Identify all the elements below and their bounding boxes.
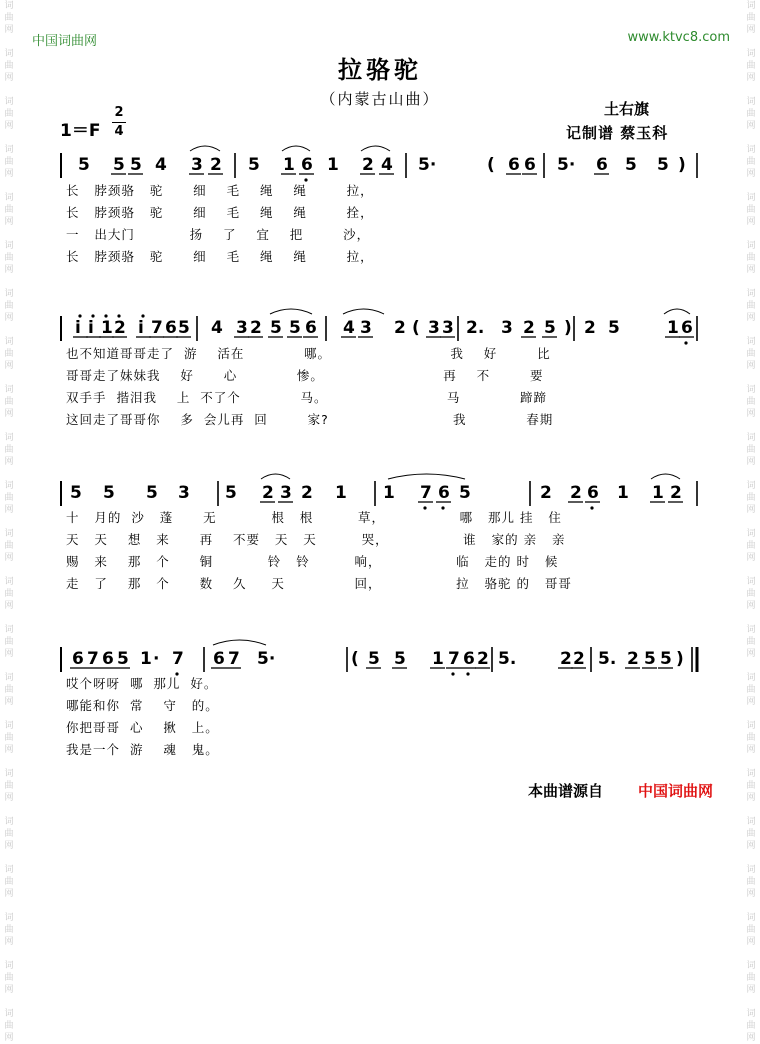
song-subtitle: （内蒙古山曲） (320, 90, 440, 108)
score-note: 5 (289, 318, 301, 338)
score-note: 7 (87, 649, 99, 669)
score-note: 6 (508, 155, 520, 175)
low-octave-dot (451, 672, 454, 675)
score-note: 3 (178, 483, 190, 503)
site-name-left[interactable]: 中国词曲网 (32, 34, 98, 49)
time-signature-bottom: 4 (114, 124, 124, 139)
score-note: 2 (670, 483, 682, 503)
score-note: 5 (660, 649, 672, 669)
slur-arc (651, 474, 680, 479)
high-octave-dot (117, 314, 120, 317)
lyric-line: 我是一个 游 魂 鬼。 (66, 742, 219, 757)
score-note: 2. (466, 318, 485, 338)
score-note: 1 (327, 155, 339, 175)
slur-arc (261, 474, 290, 479)
score-note: 2 (573, 649, 585, 669)
lyric-line: 也不知道哥哥走了 游 活在 哪。 我 好 比 (66, 346, 551, 361)
score-note: i (88, 318, 94, 338)
lyric-line: 十 月的 沙 蓬 无 根 根 草， 哪 那儿 挂 住 (66, 510, 562, 525)
score-note: 7 (151, 318, 163, 338)
score-note: 1 (432, 649, 444, 669)
high-octave-dot (78, 314, 81, 317)
lyric-line: 你把哥哥 心 揪 上。 (66, 720, 219, 735)
score-note: 6 (438, 483, 450, 503)
score-note: 5 (103, 483, 115, 503)
score-note: 6 (587, 483, 599, 503)
score-note: 5· (418, 155, 437, 175)
score-note: ( (412, 318, 420, 338)
score-note: 6 (102, 649, 114, 669)
score-note: 5 (644, 649, 656, 669)
slur-arc (343, 309, 384, 314)
score-note: 2 (210, 155, 222, 175)
score-note: 5 (225, 483, 237, 503)
score-note: 5 (394, 649, 406, 669)
score-note: 7 (420, 483, 432, 503)
score-note: 6 (524, 155, 536, 175)
score-note: 3 (428, 318, 440, 338)
low-octave-dot (684, 341, 687, 344)
score-note: 1 (652, 483, 664, 503)
score-note: 2 (114, 318, 126, 338)
score-note: 6 (596, 155, 608, 175)
score-note: 5 (248, 155, 260, 175)
song-credit: 记制谱 蔡玉科 (566, 124, 669, 142)
score-note: 2 (540, 483, 552, 503)
score-note: 5 (113, 155, 125, 175)
slur-arc (664, 309, 690, 314)
score-note: 5. (498, 649, 517, 669)
score-note: ( (487, 155, 495, 175)
score-note: ) (564, 318, 572, 338)
score-note: 2 (523, 318, 535, 338)
score-note: 2 (627, 649, 639, 669)
lyric-line: 哥哥走了妹妹我 好 心 惨。 再 不 要 (66, 368, 544, 383)
song-origin-place: 土右旗 (604, 100, 650, 118)
lyric-line: 长 脖颈骆 驼 细 毛 绳 绳 拉， (66, 183, 374, 198)
score-note: 2 (570, 483, 582, 503)
score-note: 1 (283, 155, 295, 175)
score-note: 2 (301, 483, 313, 503)
watermark-right: 词 曲 网 词 曲 网 词 曲 网 词 曲 网 词 曲 网 词 曲 网 词 曲 网 词 曲 网 词 曲 网 词 曲 网 词 曲 网 词 曲 网 词 曲 网 词 曲 网 词 曲 网 词 曲 网 词 曲 网 词 曲 网 词 曲 网 词 曲 网 词 曲 网 词 曲 网 (746, 1, 756, 1043)
low-octave-dot (466, 672, 469, 675)
lyric-line: 双手手 揩泪我 上 不了个 马。 马 蹄蹄 (66, 390, 548, 405)
score-note: 4 (155, 155, 167, 175)
score-note: 5· (557, 155, 576, 175)
score-note: 1 (617, 483, 629, 503)
song-title: 拉骆驼 (338, 55, 422, 84)
lyric-line: 走 了 那 个 数 久 天 回， 拉 骆驼 的 哥哥 (66, 576, 572, 591)
score-note: 2 (262, 483, 274, 503)
slur-arc (361, 146, 390, 151)
score-note: 5 (625, 155, 637, 175)
score-note: 7 (228, 649, 240, 669)
slur-arc (190, 146, 220, 151)
score-note: 1 (383, 483, 395, 503)
lyric-line: 一 出大门 扬 了 宜 把 沙， (66, 227, 371, 242)
score-note: 2 (362, 155, 374, 175)
lyric-line: 这回走了哥哥你 多 会儿再 回 家? 我 春期 (66, 412, 554, 427)
score-note: 6 (213, 649, 225, 669)
score-note: 7 (448, 649, 460, 669)
score-note: 5. (598, 649, 617, 669)
score-note: 3 (280, 483, 292, 503)
score-note: 3 (442, 318, 454, 338)
footer-source-label: 本曲谱源自 (528, 782, 604, 800)
watermark-left: 词 曲 网 词 曲 网 词 曲 网 词 曲 网 词 曲 网 词 曲 网 词 曲 网 词 曲 网 词 曲 网 词 曲 网 词 曲 网 词 曲 网 词 曲 网 词 曲 网 词 曲 网 词 曲 网 词 曲 网 词 曲 网 词 曲 网 词 曲 网 词 曲 网 词 曲 网 (4, 1, 14, 1043)
high-octave-dot (141, 314, 144, 317)
lyric-line: 长 脖颈骆 驼 细 毛 绳 绳 拉， (66, 249, 374, 264)
key-signature: 1＝F (60, 121, 101, 141)
score-note: 5 (368, 649, 380, 669)
score-note: 3 (191, 155, 203, 175)
low-octave-dot (590, 506, 593, 509)
slur-arc (282, 146, 310, 151)
high-octave-dot (91, 314, 94, 317)
site-url-right[interactable]: www.ktvc8.com (627, 30, 730, 45)
score-note: 5· (257, 649, 276, 669)
slur-arc (388, 474, 465, 479)
score-note: 3 (236, 318, 248, 338)
score-note: 1 (335, 483, 347, 503)
score-note: 6 (305, 318, 317, 338)
score-note: · (153, 649, 160, 669)
score-note: 7 (172, 649, 184, 669)
score-note: 4 (211, 318, 223, 338)
score-note: 5 (608, 318, 620, 338)
score-note: 2 (477, 649, 489, 669)
score-note: 3 (360, 318, 372, 338)
score-note: 2 (584, 318, 596, 338)
score-note: 2 (250, 318, 262, 338)
score-note: 5 (130, 155, 142, 175)
score-note: 5 (270, 318, 282, 338)
slur-arc (270, 309, 312, 314)
lyric-line: 哎个呀呀 哪 那儿 好。 (66, 676, 218, 691)
score-note: 5 (146, 483, 158, 503)
score-note: 2 (560, 649, 572, 669)
lyric-line: 天 天 想 来 再 不要 天 天 哭， 谁 家的 亲 亲 (66, 532, 566, 547)
score-note: 5 (459, 483, 471, 503)
score-note: 3 (501, 318, 513, 338)
lyric-line: 哪能和你 常 守 的。 (66, 698, 219, 713)
slur-arc (213, 640, 266, 645)
score-note: 1 (667, 318, 679, 338)
score-note: 6 (681, 318, 693, 338)
score-note: i (75, 318, 81, 338)
score-note: 5 (657, 155, 669, 175)
score-note: 1 (140, 649, 152, 669)
score-note: 6 (72, 649, 84, 669)
score-note: 5 (70, 483, 82, 503)
score-note: i (138, 318, 144, 338)
lyric-line: 长 脖颈骆 驼 细 毛 绳 绳 拴， (66, 205, 374, 220)
score-note: 4 (381, 155, 393, 175)
score-note: 5 (78, 155, 90, 175)
score-note: 5 (544, 318, 556, 338)
score-note: 4 (343, 318, 355, 338)
high-octave-dot (104, 314, 107, 317)
score-note: 5 (178, 318, 190, 338)
time-signature-top: 2 (114, 105, 124, 120)
score-note: 6 (463, 649, 475, 669)
score-note: ) (678, 155, 686, 175)
score-note: 2 (394, 318, 406, 338)
score-note: 5 (117, 649, 129, 669)
score-note: 6 (165, 318, 177, 338)
score-note: 6 (301, 155, 313, 175)
score-note: ( (351, 649, 359, 669)
footer-site-link[interactable]: 中国词曲网 (638, 782, 714, 800)
lyric-line: 赐 来 那 个 铜 铃 铃 响， 临 走的 时 候 (66, 554, 559, 569)
score-note: 1 (101, 318, 113, 338)
score-note: ) (676, 649, 684, 669)
